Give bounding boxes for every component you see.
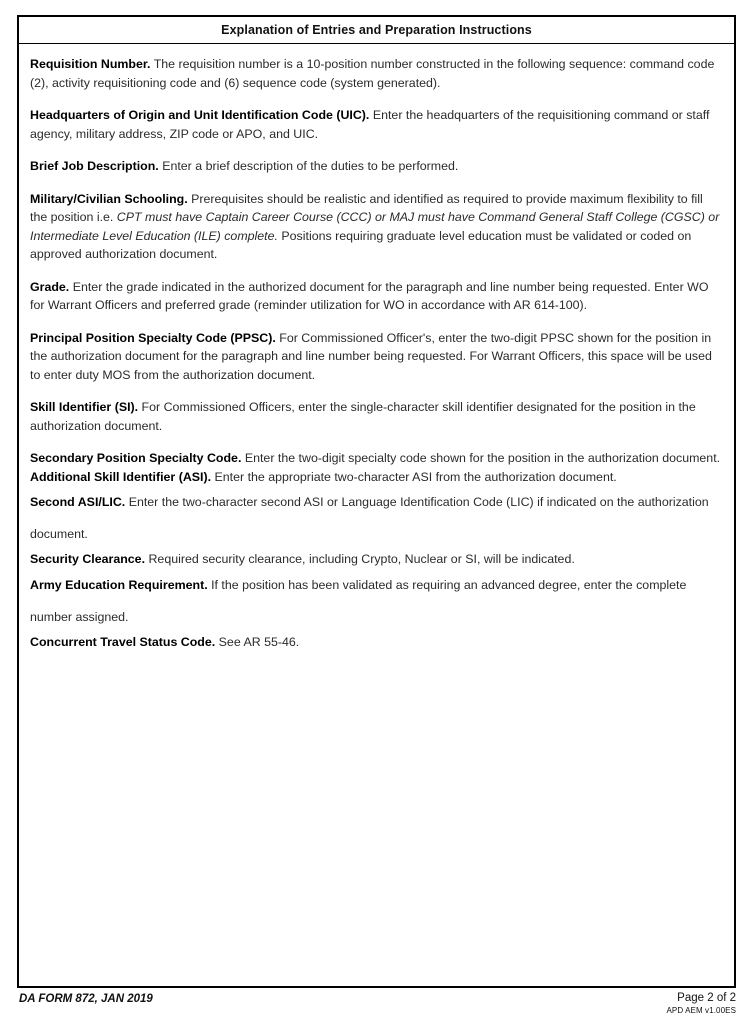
instruction-lead-headquarters-of-origin: Headquarters of Origin and Unit Identification Code (UIC). [30, 108, 370, 122]
instruction-paragraph-headquarters-of-origin [30, 106, 722, 143]
instruction-text-military-civilian-schooling-italic: CPT must have Captain Career Course (CCC) or MAJ must have Command General Staff College (CGSC) or Intermediate Level Education (ILE) complete. [30, 210, 720, 243]
instruction-lead-principal-position-specialty-code: Principal Position Specialty Code (PPSC). [30, 330, 276, 345]
instruction-paragraph-military-civilian-schooling [30, 190, 722, 264]
instruction-paragraph-additional-skill-identifier [30, 468, 722, 487]
instruction-text-grade: Enter the grade indicated in the authorized document for the paragraph and line number being requested. Enter WO for Warrant Officers and preferred grade (reminder utilization for WO in accordance with AR 614-100). [30, 279, 709, 312]
instruction-lead-army-education-requirement: Army Education Requirement. [30, 577, 208, 592]
instruction-lead-security-clearance: Security Clearance. [30, 552, 146, 566]
instruction-paragraph-secondary-position-specialty-code [30, 449, 722, 468]
instruction-paragraph-brief-job-description [30, 157, 722, 176]
instruction-lead-additional-skill-identifier: Additional Skill Identifier (ASI). [30, 469, 212, 484]
instruction-text-concurrent-travel-status-code: See AR 55-46. [215, 634, 300, 649]
instruction-paragraph-grade [30, 278, 722, 315]
instruction-lead-concurrent-travel-status-code: Concurrent Travel Status Code. [30, 634, 216, 649]
instruction-text-headquarters-of-origin: Enter the headquarters of the requisitioning command or staff agency, military address, ZIP code or APO, and UIC. [30, 108, 710, 141]
instruction-text-military-civilian-schooling-post: Positions requiring graduate level education must be validated or coded on approved authorization document. [30, 228, 692, 261]
instruction-lead-second-asi-lic: Second ASI/LIC. [30, 495, 126, 509]
instruction-text-brief-job-description: Enter a brief description of the duties to be performed. [158, 159, 459, 173]
instruction-paragraph-skill-identifier [30, 398, 722, 435]
apd-version-label: APD AEM v1.00ES [666, 1006, 736, 1015]
instruction-text-principal-position-specialty-code: For Commissioned Officer's, enter the two-digit PPSC shown for the position in the authorization document for the paragraph and line number being requested. For Warrant Officers, this space will be used to enter duty MOS from the authorization document. [30, 330, 712, 382]
instruction-text-secondary-position-specialty-code: Enter the two-digit specialty code shown for the position in the authorization document. [241, 451, 721, 465]
footer-right-block [666, 991, 736, 1016]
instruction-paragraph-army-education-requirement [30, 569, 722, 633]
form-identifier: DA FORM 872, JAN 2019 [19, 993, 153, 1005]
page-footer [17, 993, 736, 1021]
instruction-text-requisition-number: The requisition number is a 10-position number constructed in the following sequence: command code (2), activity requisitioning code and (6) sequence code (system generated). [30, 57, 715, 90]
instruction-text-military-civilian-schooling-pre: Prerequisites should be realistic and identified as required to provide maximum flexibility to fill the position i.e. [30, 191, 703, 224]
instruction-lead-requisition-number: Requisition Number. [30, 57, 151, 71]
instruction-paragraph-security-clearance [30, 550, 722, 569]
form-content-box [17, 15, 736, 988]
instruction-lead-grade: Grade. [30, 279, 70, 294]
instruction-text-army-education-requirement: If the position has been validated as requiring an advanced degree, enter the complete number assigned. [30, 577, 687, 624]
form-title-bar [19, 17, 734, 44]
instruction-lead-military-civilian-schooling: Military/Civilian Schooling. [30, 191, 188, 206]
instruction-text-skill-identifier: For Commissioned Officers, enter the single-character skill identifier designated for the position in the authorization document. [30, 400, 696, 433]
page-number: Page 2 of 2 [677, 992, 736, 1004]
instructions-body [19, 44, 734, 651]
instruction-paragraph-principal-position-specialty-code [30, 329, 722, 385]
instruction-text-security-clearance: Required security clearance, including Crypto, Nuclear or SI, will be indicated. [145, 552, 575, 566]
instruction-lead-secondary-position-specialty-code: Secondary Position Specialty Code. [30, 451, 242, 465]
instruction-text-second-asi-lic: Enter the two-character second ASI or Language Identification Code (LIC) if indicated on the authorization document. [30, 495, 709, 541]
page-title: Explanation of Entries and Preparation Instructions [221, 23, 532, 37]
instruction-paragraph-concurrent-travel-status-code [30, 633, 722, 652]
instruction-lead-skill-identifier: Skill Identifier (SI). [30, 400, 139, 414]
instruction-paragraph-requisition-number [30, 55, 722, 92]
instruction-paragraph-second-asi-lic [30, 486, 722, 550]
instruction-lead-brief-job-description: Brief Job Description. [30, 159, 159, 173]
instruction-text-additional-skill-identifier: Enter the appropriate two-character ASI from the authorization document. [211, 469, 617, 484]
